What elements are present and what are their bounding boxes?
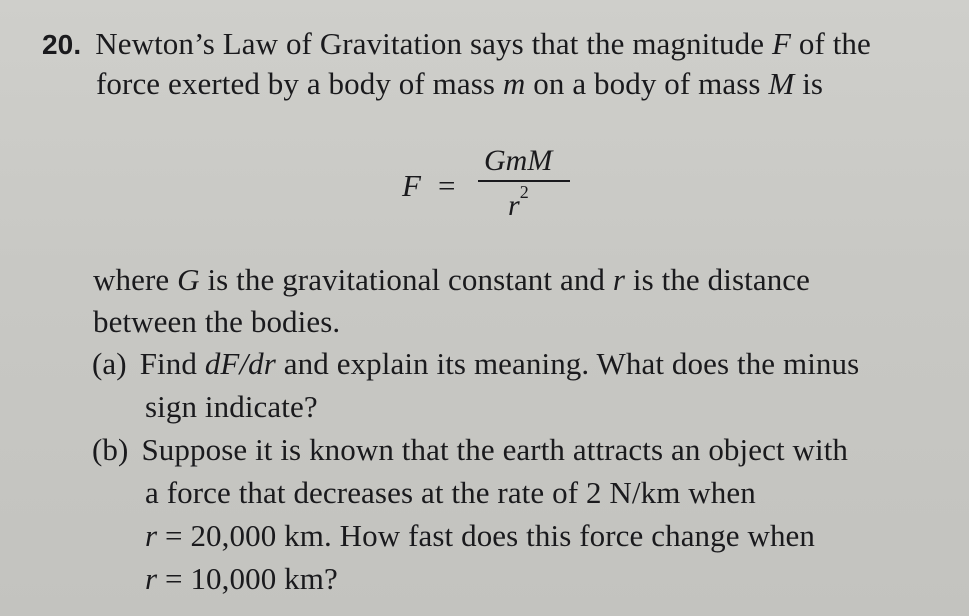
- part-b-text: = 20,000 km. How fast does this force change when: [157, 518, 816, 553]
- variable-M: M: [768, 66, 795, 101]
- part-b-line-1: [92, 434, 848, 465]
- part-a-text: sign indicate?: [145, 389, 318, 424]
- part-b-text: = 10,000 km?: [157, 561, 338, 596]
- formula-denominator: [508, 182, 529, 223]
- part-a-line-2: [145, 391, 318, 422]
- intro-text: of the: [791, 26, 871, 61]
- formula-lhs: F: [402, 168, 421, 203]
- intro-text: force exerted by a body of mass: [96, 66, 503, 101]
- part-b-text: Suppose it is known that the earth attracts an object with: [141, 432, 849, 467]
- part-a-line-1: [92, 348, 859, 379]
- part-a-text: and explain its meaning. What does the minus: [275, 346, 860, 381]
- denominator-exponent: 2: [519, 182, 529, 202]
- formula-numerator: GmM: [484, 144, 553, 177]
- intro-text: is: [794, 66, 824, 101]
- where-line-1: [93, 264, 810, 295]
- problem-intro-line-2: [96, 68, 823, 99]
- part-a-label: (a): [92, 346, 127, 381]
- part-b-line-2: [145, 477, 756, 508]
- problem-number: 20.: [42, 29, 82, 60]
- variable-m: m: [502, 66, 526, 101]
- variable-r: r: [612, 262, 626, 297]
- variable-r: r: [145, 561, 158, 596]
- part-b-text: a force that decreases at the rate of 2 N/km when: [145, 475, 756, 510]
- part-b-line-3: [145, 520, 815, 551]
- where-text: between the bodies.: [93, 304, 341, 339]
- part-b-label: (b): [92, 432, 129, 467]
- where-line-2: [93, 306, 340, 337]
- where-text: is the gravitational constant and: [199, 262, 613, 297]
- formula-equals: =: [438, 168, 456, 203]
- where-text: where: [93, 262, 178, 297]
- variable-F: F: [771, 26, 791, 61]
- part-b-line-4: [145, 563, 338, 594]
- variable-r: r: [145, 518, 158, 553]
- problem-intro-line-1: [42, 28, 871, 59]
- derivative-expression: dF/dr: [204, 346, 276, 381]
- part-a-text: Find: [139, 346, 205, 381]
- intro-text: Newton’s Law of Gravitation says that the magnitude: [95, 26, 772, 61]
- where-text: is the distance: [625, 262, 811, 297]
- gravitation-formula: [402, 140, 572, 220]
- denominator-base: r: [508, 189, 520, 222]
- intro-text: on a body of mass: [525, 66, 769, 101]
- variable-G: G: [177, 262, 200, 297]
